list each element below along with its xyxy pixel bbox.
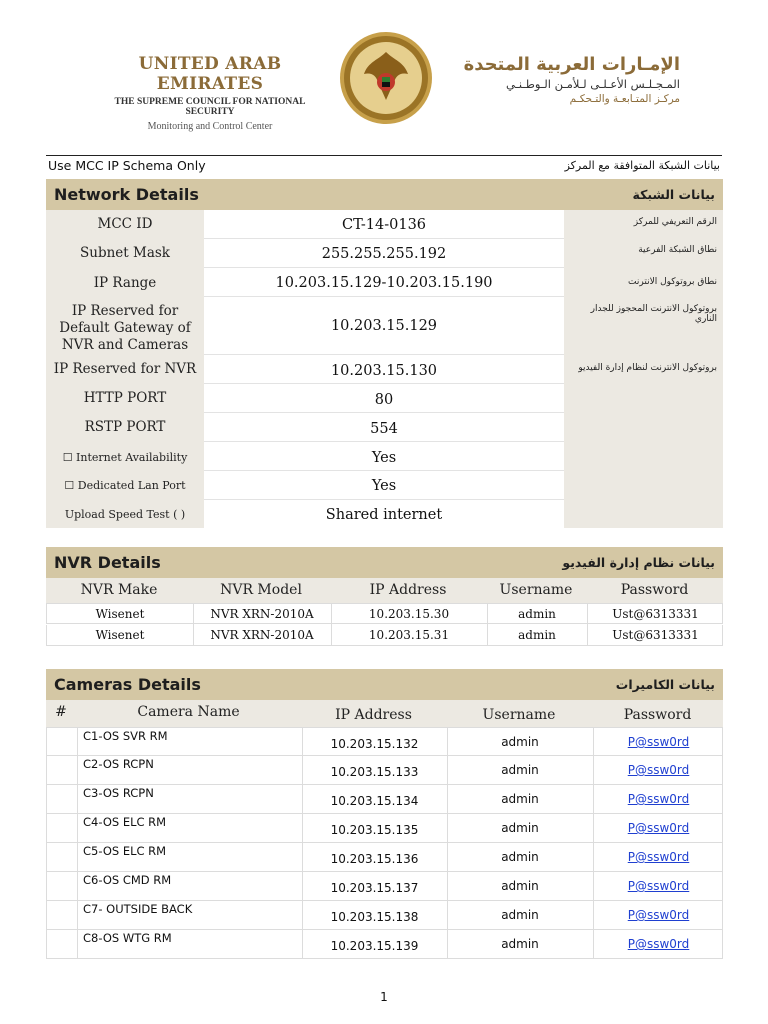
nvr-make: Wisenet [95,607,145,621]
nvr-ip: 10.203.15.30 [368,607,450,621]
nvr-table-header [46,578,723,603]
table-row [46,872,723,901]
table-row [46,756,723,785]
camera-password-link[interactable]: P@ssw0rd [627,850,690,864]
network-label-ar: بروتوكول الانترنت لنظام إدارة الفيديو [578,363,717,373]
camera-username: admin [501,879,539,893]
network-label: IP Range [93,275,157,291]
camera-ip: 10.203.15.139 [330,939,419,953]
network-label: Upload Speed Test ( ) [64,508,186,521]
network-label: RSTP PORT [84,419,166,435]
cam-col-username: Username [482,707,556,723]
center-name-ar: مركـز المتـابعـة والتـحكـم [569,93,680,105]
nvr-col-model: NVR Model [220,582,302,598]
camera-username: admin [501,850,539,864]
nvr-col-make: NVR Make [80,582,158,598]
network-label-ar: الرقم التعريفي للمركز [633,217,717,227]
cam-col-name: Camera Name [137,704,240,720]
camera-ip: 10.203.15.138 [330,910,419,924]
table-row [46,785,723,814]
network-section-header [46,179,723,210]
network-row [46,355,723,384]
camera-username: admin [501,763,539,777]
table-row [46,843,723,872]
network-label: MCC ID [97,216,153,232]
nvr-username: admin [518,607,556,621]
network-label-ar: بروتوكول الانترنت المحجوز للجدار الناري [590,304,717,324]
camera-password-link[interactable]: P@ssw0rd [627,937,690,951]
camera-name: C7- OUTSIDE BACK [83,902,193,916]
camera-ip: 10.203.15.133 [330,765,419,779]
network-label: Subnet Mask [80,245,170,261]
schema-note-ar: بيانات الشبكة المتوافقة مع المركز [564,159,720,172]
table-row [46,901,723,930]
network-label: ☐ Dedicated Lan Port [64,479,186,492]
camera-name: C2-OS RCPN [83,757,154,771]
network-row [46,413,723,442]
camera-password-link[interactable]: P@ssw0rd [627,763,690,777]
network-title-ar: بيانات الشبكة [632,187,715,202]
country-name-ar: الإمـارات العربية المتحدة [463,54,680,75]
council-name-ar: المـجـلـس الأعـلـى لـلأمـن الـوطـنـي [505,77,680,91]
camera-password-link[interactable]: P@ssw0rd [627,879,690,893]
nvr-col-username: Username [499,582,573,598]
cameras-title-en: Cameras Details [54,675,201,694]
camera-ip: 10.203.15.134 [330,794,419,808]
network-row [46,500,723,528]
nvr-col-password: Password [620,582,689,598]
nvr-model: NVR XRN-2010A [210,628,314,642]
camera-name: C1-OS SVR RM [83,729,168,743]
camera-username: admin [501,908,539,922]
network-row [46,239,723,268]
network-details-table [46,210,723,528]
camera-name: C3-OS RCPN [83,786,154,800]
letterhead [0,0,768,140]
network-row [46,268,723,297]
network-row [46,297,723,355]
letterhead-arabic [440,54,680,105]
network-value: Shared internet [204,500,564,528]
nvr-password: Ust@6313331 [612,607,699,621]
table-row [46,930,723,959]
camera-password-link[interactable]: P@ssw0rd [627,908,690,922]
nvr-make: Wisenet [95,628,145,642]
schema-note-en: Use MCC IP Schema Only [48,158,206,173]
network-row [46,210,723,239]
network-label: ☐ Internet Availability [62,451,188,464]
nvr-col-ip: IP Address [369,582,447,598]
network-value: CT-14-0136 [204,210,564,239]
network-row [46,471,723,500]
nvr-model: NVR XRN-2010A [210,607,314,621]
network-label: HTTP PORT [83,390,167,406]
camera-password-link[interactable]: P@ssw0rd [627,735,690,749]
nvr-section-header [46,547,723,578]
camera-ip: 10.203.15.135 [330,823,419,837]
camera-username: admin [501,735,539,749]
table-row [46,603,723,624]
camera-ip: 10.203.15.132 [330,737,419,751]
network-row [46,384,723,413]
schema-note [46,155,722,178]
cam-col-password: Password [623,707,692,723]
network-value: 10.203.15.129-10.203.15.190 [204,268,564,297]
network-value: 554 [204,413,564,442]
network-label: IP Reserved for Default Gateway of NVR and Cameras [59,303,191,353]
uae-emblem-logo [338,30,434,126]
letterhead-english [90,54,330,132]
network-title-en: Network Details [54,185,199,204]
cam-col-number: # [55,704,67,720]
table-row [46,625,723,646]
nvr-title-en: NVR Details [54,553,161,572]
network-row [46,442,723,471]
camera-name: C5-OS ELC RM [83,844,167,858]
camera-username: admin [501,821,539,835]
nvr-ip: 10.203.15.31 [368,628,450,642]
camera-password-link[interactable]: P@ssw0rd [627,821,690,835]
network-value: 10.203.15.129 [204,297,564,355]
country-name-en: UNITED ARAB EMIRATES [138,54,282,94]
nvr-username: admin [518,628,556,642]
cameras-title-ar: بيانات الكاميرات [615,677,715,692]
camera-name: C6-OS CMD RM [83,873,172,887]
camera-ip: 10.203.15.137 [330,881,419,895]
cameras-section-header [46,669,723,700]
camera-ip: 10.203.15.136 [330,852,419,866]
camera-password-link[interactable]: P@ssw0rd [627,792,690,806]
cam-col-ip: IP Address [335,707,412,723]
table-row [46,727,723,756]
camera-name: C4-OS ELC RM [83,815,167,829]
council-name-en: THE SUPREME COUNCIL FOR NATIONAL SECURITY [114,97,306,117]
camera-name: C8-OS WTG RM [83,931,172,945]
network-value: Yes [204,442,564,471]
network-value: 255.255.255.192 [204,239,564,268]
network-label-ar: نطاق الشبكة الفرعية [638,245,717,255]
camera-username: admin [501,792,539,806]
camera-username: admin [501,937,539,951]
center-name-en: Monitoring and Control Center [147,121,273,132]
nvr-title-ar: بيانات نظام إدارة الفيديو [562,555,715,570]
network-value: 10.203.15.130 [204,355,564,384]
cameras-table-header [46,700,723,727]
nvr-password: Ust@6313331 [612,628,699,642]
network-label: IP Reserved for NVR [53,361,197,377]
table-row [46,814,723,843]
network-label-ar: نطاق بروتوكول الانترنت [628,277,717,287]
network-value: Yes [204,471,564,500]
page-number: 1 [380,990,388,1004]
network-value: 80 [204,384,564,413]
